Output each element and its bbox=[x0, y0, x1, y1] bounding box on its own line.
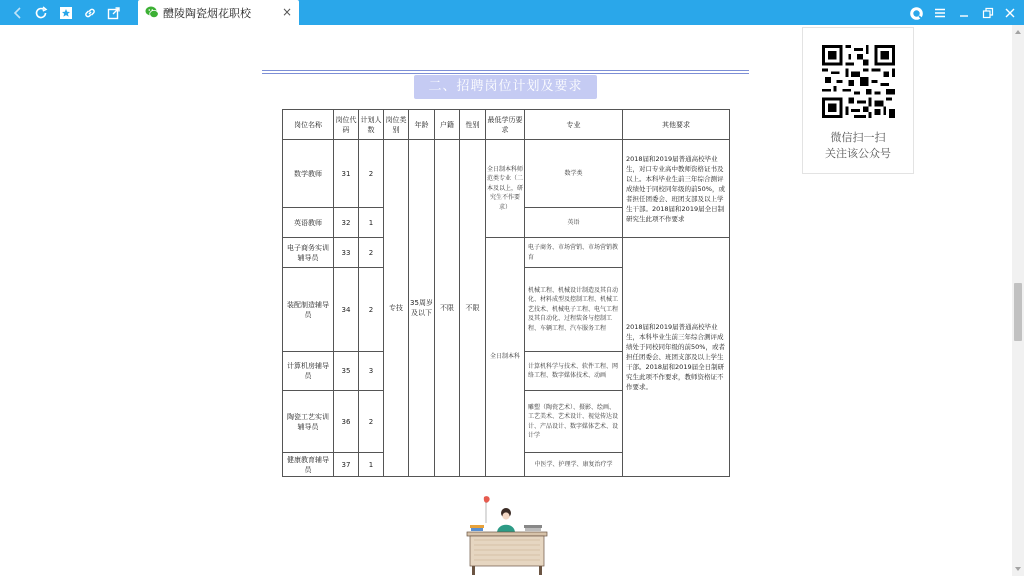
major-requirement: 中医学、护理学、康复治疗学 bbox=[525, 453, 623, 477]
header-cell: 户籍 bbox=[435, 110, 460, 140]
plan-count: 2 bbox=[359, 391, 384, 453]
plan-count: 2 bbox=[359, 268, 384, 352]
table-header-row bbox=[283, 110, 730, 140]
plan-count: 3 bbox=[359, 352, 384, 391]
recruitment-table bbox=[282, 109, 729, 477]
header-cell: 岗位类别 bbox=[384, 110, 409, 140]
vertical-scrollbar[interactable] bbox=[1012, 25, 1024, 576]
position-code: 37 bbox=[334, 453, 359, 477]
header-cell: 性别 bbox=[460, 110, 486, 140]
wechat-icon bbox=[145, 5, 159, 19]
qr-code-panel bbox=[802, 27, 914, 174]
gender-requirement: 不限 bbox=[460, 140, 486, 477]
major-requirement: 数学类 bbox=[525, 140, 623, 208]
major-requirement: 机械工程、机械设计制造及其自动化、材料成型及控制工程、机械工艺技术、机械电子工程、电气工程及其自动化、过程装备与控制工程、车辆工程、汽车服务工程 bbox=[525, 268, 623, 352]
restore-icon[interactable] bbox=[978, 3, 998, 23]
minimize-icon[interactable] bbox=[954, 3, 974, 23]
header-cell: 岗位代码 bbox=[334, 110, 359, 140]
header-cell: 计划人数 bbox=[359, 110, 384, 140]
header-cell: 其他要求 bbox=[623, 110, 730, 140]
plan-count: 1 bbox=[359, 453, 384, 477]
close-icon[interactable] bbox=[1000, 3, 1020, 23]
link-icon[interactable] bbox=[80, 3, 100, 23]
position-name: 英语教师 bbox=[283, 208, 334, 238]
position-code: 34 bbox=[334, 268, 359, 352]
major-requirement: 电子商务、市场营销、市场营销教育 bbox=[525, 238, 623, 268]
education-requirement: 全日制本科 bbox=[486, 238, 525, 477]
section-title: 二、招聘岗位计划及要求 bbox=[414, 75, 597, 99]
header-cell: 岗位名称 bbox=[283, 110, 334, 140]
table-row bbox=[283, 238, 730, 268]
position-code: 36 bbox=[334, 391, 359, 453]
position-name: 装配制造辅导员 bbox=[283, 268, 334, 352]
divider-line bbox=[262, 70, 749, 74]
browser-toolbar bbox=[0, 0, 1024, 25]
assistant-icon[interactable] bbox=[906, 3, 926, 23]
table-row bbox=[283, 140, 730, 208]
scroll-up-arrow-icon[interactable] bbox=[1012, 27, 1024, 37]
position-category: 专技 bbox=[384, 140, 409, 477]
plan-count: 2 bbox=[359, 140, 384, 208]
browser-tab[interactable] bbox=[138, 0, 299, 25]
position-code: 31 bbox=[334, 140, 359, 208]
qr-caption-scan: 微信扫一扫 bbox=[830, 131, 886, 144]
position-code: 32 bbox=[334, 208, 359, 238]
position-name: 计算机房辅导员 bbox=[283, 352, 334, 391]
share-icon[interactable] bbox=[104, 3, 124, 23]
position-name: 陶瓷工艺实训辅导员 bbox=[283, 391, 334, 453]
scroll-down-arrow-icon[interactable] bbox=[1012, 564, 1024, 574]
back-icon[interactable] bbox=[8, 3, 28, 23]
other-requirement: 2018届和2019届普通高校毕业生，本科毕业生前三年综合测评成绩处于同校同年级的前50%，或者担任团委会、班团支部及以上学生干部。2018届和2019届全日制研究生此项不作要求，教师资格证不作要求。 bbox=[623, 238, 730, 477]
major-requirement: 计算机科学与技术、软件工程、网络工程、数字媒体技术、动画 bbox=[525, 352, 623, 391]
bookmark-star-icon[interactable] bbox=[56, 3, 76, 23]
header-cell: 年龄 bbox=[409, 110, 435, 140]
tab-title: 醴陵陶瓷烟花职校 bbox=[163, 7, 251, 20]
position-code: 35 bbox=[334, 352, 359, 391]
position-name: 电子商务实训辅导员 bbox=[283, 238, 334, 268]
menu-icon[interactable] bbox=[930, 3, 950, 23]
refresh-icon[interactable] bbox=[31, 3, 51, 23]
education-requirement: 全日制本科师范类专业（二本及以上，研究生不作要求） bbox=[486, 140, 525, 238]
age-requirement: 35周岁及以下 bbox=[409, 140, 435, 477]
header-cell: 专业 bbox=[525, 110, 623, 140]
plan-count: 1 bbox=[359, 208, 384, 238]
position-name: 数学教师 bbox=[283, 140, 334, 208]
other-requirement: 2018届和2019届普通高校毕业生，对口专业高中教师资格证书及以上。本科毕业生前三年综合测评成绩处于同校同年级的前50%，或者担任团委会、班团支部及以上学生干部。2018届和2019届全日制研究生此项不作要求 bbox=[623, 140, 730, 238]
tab-close-button[interactable]: × bbox=[281, 5, 293, 19]
major-requirement: 雕塑（陶瓷艺术）、摄影、绘画、工艺美术、艺术设计、视觉传达设计、产品设计、数字媒体艺术、设计学 bbox=[525, 391, 623, 453]
header-cell: 最低学历要求 bbox=[486, 110, 525, 140]
scrollbar-thumb[interactable] bbox=[1014, 283, 1022, 341]
position-code: 33 bbox=[334, 238, 359, 268]
qr-caption-follow: 关注该公众号 bbox=[825, 147, 891, 160]
teacher-at-desk-illustration bbox=[462, 495, 552, 576]
qr-code-image bbox=[822, 45, 895, 118]
position-name: 健康教育辅导员 bbox=[283, 453, 334, 477]
major-requirement: 英语 bbox=[525, 208, 623, 238]
huji-requirement: 不限 bbox=[435, 140, 460, 477]
plan-count: 2 bbox=[359, 238, 384, 268]
